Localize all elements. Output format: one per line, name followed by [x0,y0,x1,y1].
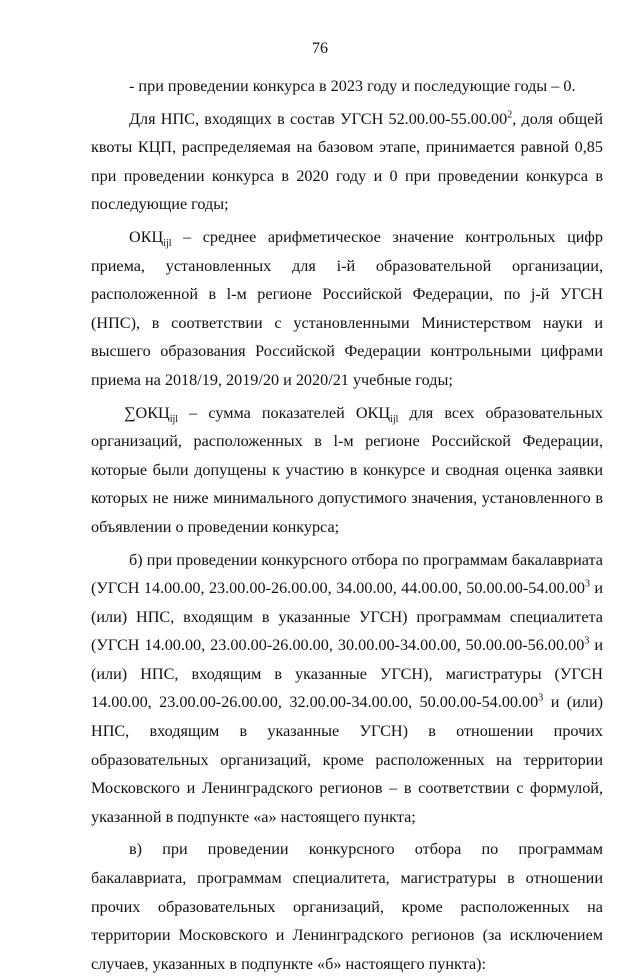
paragraph-nps-quota [91,105,603,219]
paragraph-text: и (или) НПС, входящим в указанные УГСН) в отношении прочих образовательных организаций, кроме расположенных на территории Московского и Ленинградского регионов – в соответствии с формулой, указанной в подпункте «а» настоящего пункта; [91,693,603,826]
formula-subscript: ijl [163,238,172,250]
footnote-ref: 3 [584,578,590,590]
document-body [91,72,603,978]
paragraph-text: и (или) НПС, входящим в указанные УГСН), магистратуры (УГСН 14.00.00, 23.00.00-26.00.00, 32.00.00-34.00.00, 50.00.00-54.00.00 [91,636,603,712]
footnote-ref: 2 [507,109,513,121]
formula-subscript: ijl [390,413,399,425]
footnote-ref: 3 [584,635,590,647]
paragraph-text: – среднее арифметическое значение контрольных цифр приема, установленных для i-й образовательной организации, расположенной в l-м регионе Российской Федерации, по j-й УГСН (НПС), в соответствии с установленными Министерством науки и высшего образования Российской Федерации контрольными цифрами приема на 2018/19, 2019/20 и 2020/21 учебные годы; [91,227,603,389]
formula-term: ОКЦ [129,227,164,246]
paragraph-text: для всех образовательных организаций, расположенных в l-м регионе Российской Федерации, которые были допущены к участию в конкурсе и сводная оценка заявки которых не ниже минимального допустимого значения, установленного в объявлении о проведении конкурса; [91,403,603,536]
formula-term: ∑ОКЦ [124,403,170,422]
paragraph-subpoint-v: в) при проведении конкурсного отбора по программам бакалавриата, программам специалитета, магистратуры в отношении прочих образовательных организаций, кроме расположенных на территории Московского и Ленинградского регионов (за исключением случаев, указанных в подпункте «б» настоящего пункта): [91,840,603,973]
paragraph-text: и (или) НПС, входящим в указанные УГСН) программам специалитета (УГСН 14.00.00, 23.00.00-26.00.00, 30.00.00-34.00.00, 50.00.00-56.00.00 [91,579,603,655]
formula-subscript: ijl [169,413,179,425]
paragraph-text: Для НПС, входящих в состав УГСН 52.00.00-55.00.00 [129,109,508,128]
paragraph-subpoint-b [91,546,603,832]
page-number: 76 [312,40,328,57]
paragraph-text: б) при проведении конкурсного отбора по программам бакалавриата (УГСН 14.00.00, 23.00.00-26.00.00, 34.00.00, 44.00.00, 50.00.00-54.00.00 [91,550,603,598]
footnote-ref: 3 [538,693,544,705]
paragraph-quota-2023: - при проведении конкурса в 2023 году и последующие годы – 0. [129,77,576,95]
paragraph-text: – сумма показателей ОКЦ [178,403,391,422]
paragraph-sum-okc-definition [91,399,603,542]
paragraph-text: , доля общей квоты КЦП, распределяемая на базовом этапе, принимается равной 0,85 при проведении конкурса в 2020 году и 0 при проведении конкурса в последующие годы; [91,109,603,214]
paragraph-okc-definition [91,223,603,395]
